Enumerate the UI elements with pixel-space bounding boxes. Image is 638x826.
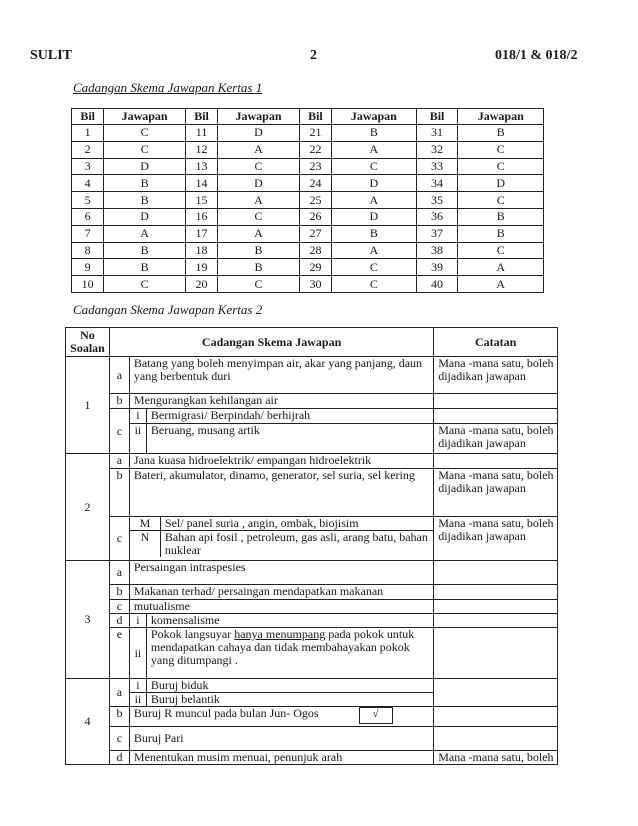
- part-label: b: [109, 585, 129, 600]
- answer-cell: B: [332, 125, 416, 142]
- answer-cell: B: [104, 242, 186, 259]
- question-number-cell: 17: [185, 225, 217, 242]
- answer-cell: C: [218, 208, 300, 225]
- question-number-cell: 34: [416, 175, 458, 192]
- answer-cell: B: [332, 225, 416, 242]
- question-number-cell: 1: [72, 125, 104, 142]
- subpart-label: i: [129, 679, 146, 693]
- answer-text: Bermigrasi/ Berpindah/ berhijrah: [146, 409, 433, 424]
- part-label: c: [109, 727, 129, 751]
- col-header: Jawapan: [218, 109, 300, 125]
- answer-text: Menentukan musim menuai, penunjuk arah: [129, 751, 433, 765]
- answer-text: Batang yang boleh menyimpan air, akar yang panjang, daun yang berbentuk duri: [129, 357, 433, 394]
- question-number-cell: 20: [185, 276, 217, 293]
- question-number-cell: 4: [72, 175, 104, 192]
- paper1-answer-table: [71, 108, 544, 293]
- question-number-cell: 13: [185, 158, 217, 175]
- answer-text: Jana kuasa hidroelektrik/ empangan hidroelektrik: [129, 454, 433, 469]
- col-header: Bil: [72, 109, 104, 125]
- table-row: [66, 707, 558, 727]
- answer-cell: B: [458, 208, 544, 225]
- answer-text: Bahan api fosil , petroleum, gas asli, arang batu, bahan nuklear: [160, 531, 433, 558]
- answer-cell: A: [332, 192, 416, 209]
- answer-cell: C: [104, 276, 186, 293]
- col-header: Bil: [416, 109, 458, 125]
- answer-cell: D: [332, 175, 416, 192]
- question-number-cell: 37: [416, 225, 458, 242]
- paper2-title: Cadangan Skema Jawapan Kertas 2: [73, 302, 263, 317]
- answer-cell: A: [218, 225, 300, 242]
- subpart-label: i: [129, 614, 146, 628]
- question-number-cell: 36: [416, 208, 458, 225]
- answer-cell: D: [104, 208, 186, 225]
- question-number-cell: 30: [299, 276, 331, 293]
- answer-cell: A: [332, 141, 416, 158]
- question-number-cell: 16: [185, 208, 217, 225]
- question-number: 4: [66, 679, 110, 765]
- note-text: Mana -mana satu, boleh dijadikan jawapan: [434, 357, 558, 394]
- answer-text: Persaingan intraspesies: [129, 561, 433, 585]
- subpart-label: i: [129, 409, 146, 424]
- table-row: [66, 628, 558, 679]
- answer-cell: C: [332, 276, 416, 293]
- part-label: a: [109, 679, 129, 707]
- col-header: Bil: [185, 109, 217, 125]
- table-row: [66, 454, 558, 469]
- question-number-cell: 31: [416, 125, 458, 142]
- paper2-header-row: [66, 328, 558, 357]
- header-sulit: SULIT: [30, 48, 73, 63]
- question-number-cell: 22: [299, 141, 331, 158]
- answer-cell: C: [218, 158, 300, 175]
- question-number-cell: 32: [416, 141, 458, 158]
- question-number-cell: 39: [416, 259, 458, 276]
- paper1-title: Cadangan Skema Jawapan Kertas 1: [73, 80, 263, 95]
- answer-text: Buruj belantik: [146, 693, 433, 707]
- part-label: b: [109, 394, 129, 409]
- table-row: [66, 600, 558, 614]
- subpart-label: M: [130, 517, 161, 531]
- col-header: Jawapan: [104, 109, 186, 125]
- answer-cell: D: [332, 208, 416, 225]
- question-number-cell: 9: [72, 259, 104, 276]
- underlined-phrase: hanya menumpang: [234, 627, 326, 641]
- part-label: b: [109, 707, 129, 727]
- question-number-cell: 19: [185, 259, 217, 276]
- answer-cell: D: [104, 158, 186, 175]
- question-number-cell: 11: [185, 125, 217, 142]
- part-label: c: [109, 600, 129, 614]
- answer-cell: C: [458, 192, 544, 209]
- table-row: [72, 276, 544, 293]
- answer-text: Sel/ panel suria , angin, ombak, biojisim: [160, 517, 433, 531]
- note-text: Mana -mana satu, boleh: [434, 751, 558, 765]
- header-scheme: Cadangan Skema Jawapan: [109, 328, 433, 357]
- part-label: a: [109, 454, 129, 469]
- answer-cell: B: [458, 125, 544, 142]
- question-number-cell: 38: [416, 242, 458, 259]
- part-label: a: [109, 561, 129, 585]
- table-row: [66, 357, 558, 394]
- question-number-cell: 5: [72, 192, 104, 209]
- answer-cell: A: [218, 192, 300, 209]
- table-row: [66, 727, 558, 751]
- answer-cell: C: [458, 242, 544, 259]
- question-number-cell: 26: [299, 208, 331, 225]
- question-number-cell: 7: [72, 225, 104, 242]
- question-number: 2: [66, 454, 110, 561]
- subpart-label: ii: [129, 424, 146, 454]
- answer-cell: A: [218, 141, 300, 158]
- answer-cell: B: [104, 192, 186, 209]
- answer-cell: C: [104, 141, 186, 158]
- part-label: d: [109, 751, 129, 765]
- answer-cell: C: [332, 158, 416, 175]
- paper-code: 018/1 & 018/2: [495, 48, 578, 63]
- answer-cell: B: [458, 225, 544, 242]
- part-label: a: [109, 357, 129, 394]
- answer-cell: A: [458, 259, 544, 276]
- answer-text: Makanan terhad/ persaingan mendapatkan makanan: [129, 585, 433, 600]
- answer-text: Mengurangkan kehilangan air: [129, 394, 433, 409]
- answer-cell: B: [104, 259, 186, 276]
- answer-cell: C: [458, 158, 544, 175]
- subpart-label: ii: [129, 693, 146, 707]
- answer-cell: C: [458, 141, 544, 158]
- question-number-cell: 23: [299, 158, 331, 175]
- question-number-cell: 28: [299, 242, 331, 259]
- question-number: 3: [66, 561, 110, 679]
- subpart-label: ii: [129, 628, 146, 679]
- table-row: [72, 242, 544, 259]
- col-header: Bil: [299, 109, 331, 125]
- answer-cell: D: [458, 175, 544, 192]
- table-row: [66, 424, 558, 454]
- question-number-cell: 24: [299, 175, 331, 192]
- table-row: [66, 585, 558, 600]
- question-number-cell: 40: [416, 276, 458, 293]
- answer-text: mutualisme: [129, 600, 433, 614]
- paper1-header-row: [72, 109, 544, 125]
- note-text: Mana -mana satu, boleh dijadikan jawapan: [434, 469, 558, 517]
- question-number-cell: 15: [185, 192, 217, 209]
- answer-text: Buruj biduk: [146, 679, 433, 693]
- question-number-cell: 25: [299, 192, 331, 209]
- answer-cell: D: [218, 175, 300, 192]
- answer-cell: D: [218, 125, 300, 142]
- sub-table-mn: [130, 517, 433, 557]
- header-no-soalan: No Soalan: [66, 328, 110, 357]
- answer-cell: B: [218, 259, 300, 276]
- answer-cell: C: [332, 259, 416, 276]
- table-row: [66, 469, 558, 517]
- paper2-scheme-table: [65, 327, 558, 765]
- question-number-cell: 33: [416, 158, 458, 175]
- question-number-cell: 12: [185, 141, 217, 158]
- answer-cell: C: [218, 276, 300, 293]
- question-number: 1: [66, 357, 110, 454]
- table-row: [72, 192, 544, 209]
- table-row: [66, 517, 558, 561]
- answer-cell: A: [332, 242, 416, 259]
- table-row: [72, 208, 544, 225]
- answer-cell: B: [104, 175, 186, 192]
- question-number-cell: 35: [416, 192, 458, 209]
- answer-cell: A: [104, 225, 186, 242]
- tick-box: √: [359, 707, 393, 724]
- answer-text: Buruj Pari: [129, 727, 433, 751]
- question-number-cell: 2: [72, 141, 104, 158]
- answer-cell: A: [458, 276, 544, 293]
- part-label: c: [109, 409, 129, 454]
- table-row: [72, 125, 544, 142]
- question-number-cell: 3: [72, 158, 104, 175]
- table-row: [72, 225, 544, 242]
- answer-text: Beruang, musang artik: [146, 424, 433, 454]
- answer-text: Buruj R muncul pada bulan Jun- Ogos √: [129, 707, 433, 727]
- part-label: e: [109, 628, 129, 679]
- question-number-cell: 8: [72, 242, 104, 259]
- table-row: [72, 175, 544, 192]
- table-row: [66, 561, 558, 585]
- table-row: [66, 679, 558, 693]
- question-number-cell: 14: [185, 175, 217, 192]
- note-text: Mana -mana satu, boleh dijadikan jawapan: [434, 424, 558, 454]
- note-text: Mana -mana satu, boleh dijadikan jawapan: [434, 517, 558, 561]
- table-row: [66, 614, 558, 628]
- question-number-cell: 6: [72, 208, 104, 225]
- answer-cell: B: [218, 242, 300, 259]
- header-notes: Catatan: [434, 328, 558, 357]
- page-number: 2: [310, 48, 317, 63]
- table-row: [72, 141, 544, 158]
- table-row: [72, 158, 544, 175]
- subpart-label: N: [130, 531, 161, 558]
- part-label: b: [109, 469, 129, 517]
- question-number-cell: 21: [299, 125, 331, 142]
- part-label: c: [109, 517, 129, 561]
- table-row: [66, 394, 558, 409]
- answer-text: Pokok langsuyar hanya menumpang pada pokok untuk mendapatkan cahaya dan tidak membahayakan pokok yang ditumpangi .: [146, 628, 433, 679]
- answer-cell: C: [104, 125, 186, 142]
- table-row: [66, 751, 558, 765]
- table-row: [66, 409, 558, 424]
- question-number-cell: 10: [72, 276, 104, 293]
- col-header: Jawapan: [332, 109, 416, 125]
- part-label: d: [109, 614, 129, 628]
- question-number-cell: 29: [299, 259, 331, 276]
- table-row: [72, 259, 544, 276]
- answer-text: Bateri, akumulator, dinamo, generator, sel suria, sel kering: [129, 469, 433, 517]
- answer-text: komensalisme: [146, 614, 433, 628]
- col-header: Jawapan: [458, 109, 544, 125]
- question-number-cell: 27: [299, 225, 331, 242]
- question-number-cell: 18: [185, 242, 217, 259]
